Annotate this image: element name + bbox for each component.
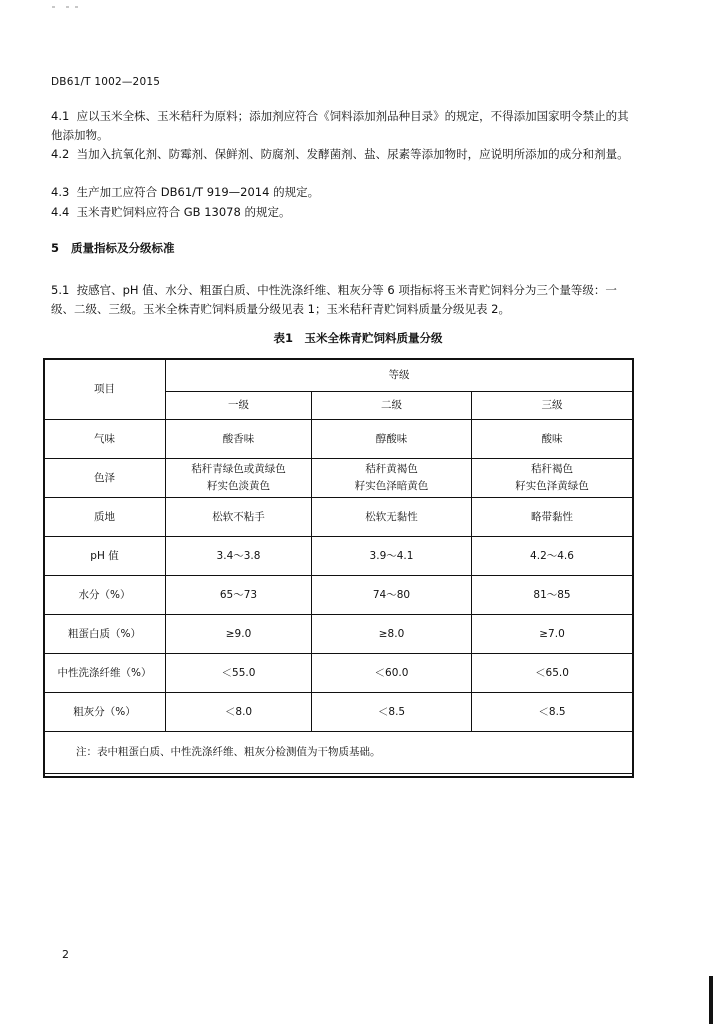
table-note: 注：表中粗蛋白质、中性洗涤纤维、粗灰分检测值为干物质基础。 (44, 732, 633, 774)
grade1-value: 65～73 (166, 576, 312, 615)
grade-label: 一级 (166, 392, 312, 420)
row-item: 质地 (44, 498, 166, 537)
grade3-value: ＜8.5 (472, 693, 633, 732)
clause-number: 4.2 (51, 147, 70, 161)
clause-text: 玉米青贮饲料应符合 GB 13078 的规定。 (76, 205, 291, 219)
table-row (44, 615, 633, 654)
table-row (44, 420, 633, 459)
clause-text: 应以玉米全株、玉米秸秆为原料；添加剂应符合《饲料添加剂品种目录》的规定，不得添加国家明令禁止的其他添加物。 (51, 109, 629, 142)
scan-speck (52, 6, 55, 8)
section-heading (51, 240, 175, 256)
row-item: 色泽 (44, 459, 166, 498)
table-row (44, 693, 633, 732)
grade1-value: 松软不粘手 (166, 498, 312, 537)
row-item: 粗灰分（%） (44, 693, 166, 732)
grade2-value: ＜8.5 (312, 693, 472, 732)
grade3-value: 秸秆褐色 籽实色泽黄绿色 (472, 459, 633, 498)
quality-grade-table (43, 358, 633, 774)
scan-speck (66, 6, 69, 8)
clause-text: 当加入抗氧化剂、防霉剂、保鲜剂、防腐剂、发酵菌剂、盐、尿素等添加物时，应说明所添加的成分和剂量。 (76, 147, 629, 161)
clause-text: 按感官、pH 值、水分、粗蛋白质、中性洗涤纤维、粗灰分等 6 项指标将玉米青贮饲料分为三个量等级：一级、二级、三级。玉米全株青贮饲料质量分级见表 1；玉米秸秆青贮饲料质量分级见表 2。 (51, 283, 617, 316)
grade2-value: 松软无黏性 (312, 498, 472, 537)
clause-number: 4.3 (51, 185, 70, 199)
table-title: 表1 玉米全株青贮饲料质量分级 (273, 331, 443, 345)
grade3-value: 略带黏性 (472, 498, 633, 537)
grade-label: 三级 (472, 392, 633, 420)
row-item: 中性洗涤纤维（%） (44, 654, 166, 693)
table-header-row (44, 359, 633, 392)
table-row (44, 459, 633, 498)
grade2-value: 醇酸味 (312, 420, 472, 459)
grade2-value: 3.9～4.1 (312, 537, 472, 576)
grade3-value: ＜65.0 (472, 654, 633, 693)
clause-text: 生产加工应符合 DB61/T 919—2014 的规定。 (76, 185, 320, 199)
clause-4-1 (51, 107, 631, 145)
grade2-value: 秸秆黄褐色 籽实色泽暗黄色 (312, 459, 472, 498)
grade1-value: ＜8.0 (166, 693, 312, 732)
scan-speck (75, 6, 78, 8)
table-row (44, 576, 633, 615)
scan-edge-mark (709, 976, 713, 1024)
clause-4-4 (51, 203, 631, 222)
header-item: 项目 (44, 359, 166, 420)
grade3-value: 酸味 (472, 420, 633, 459)
grade3-value: 81～85 (472, 576, 633, 615)
table-row (44, 654, 633, 693)
grade2-value: ≥8.0 (312, 615, 472, 654)
row-item: 粗蛋白质（%） (44, 615, 166, 654)
clause-number: 4.4 (51, 205, 70, 219)
table-row (44, 498, 633, 537)
grade2-value: 74～80 (312, 576, 472, 615)
row-item: pH 值 (44, 537, 166, 576)
clause-4-2 (51, 145, 631, 164)
grade1-value: ≥9.0 (166, 615, 312, 654)
grade-label: 二级 (312, 392, 472, 420)
grade1-value: 秸秆青绿色或黄绿色 籽实色淡黄色 (166, 459, 312, 498)
grade2-value: ＜60.0 (312, 654, 472, 693)
clause-number: 4.1 (51, 109, 70, 123)
page-number: 2 (62, 948, 69, 961)
grade3-value: 4.2～4.6 (472, 537, 633, 576)
row-item: 水分（%） (44, 576, 166, 615)
grade1-value: ＜55.0 (166, 654, 312, 693)
row-item: 气味 (44, 420, 166, 459)
section-title: 质量指标及分级标准 (71, 241, 175, 255)
grade1-value: 酸香味 (166, 420, 312, 459)
section-number: 5 (51, 241, 60, 255)
header-grade: 等级 (166, 359, 633, 392)
grade1-value: 3.4～3.8 (166, 537, 312, 576)
clause-4-3 (51, 183, 631, 202)
standard-code: DB61/T 1002—2015 (51, 76, 161, 88)
clause-number: 5.1 (51, 283, 70, 297)
clause-5-1 (51, 281, 631, 319)
table-note-row (44, 732, 633, 774)
grade3-value: ≥7.0 (472, 615, 633, 654)
table-row (44, 537, 633, 576)
